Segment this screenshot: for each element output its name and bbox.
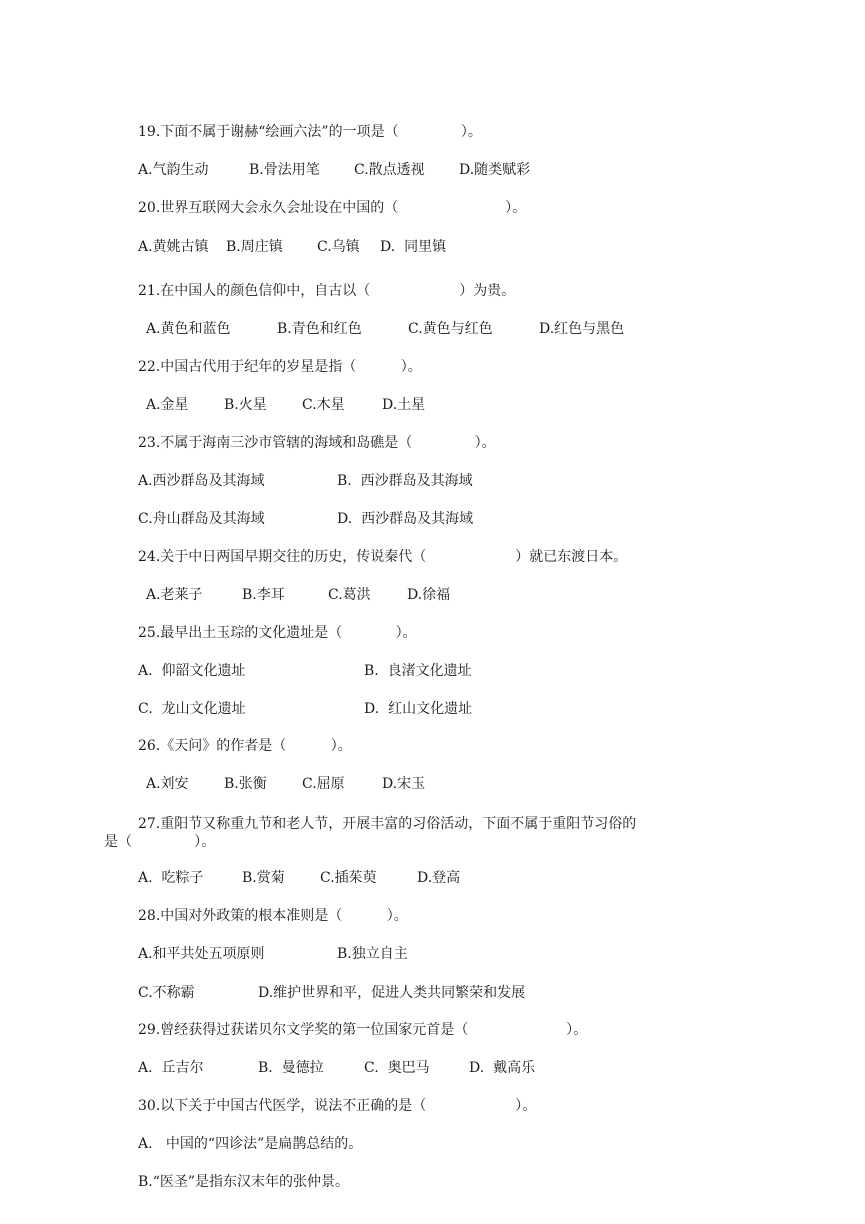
question-27-stem-line1: 27.重阳节又称重九节和老人节，开展丰富的习俗活动，下面不属于重阳节习俗的 [138, 816, 637, 832]
question-23-stem: 23.不属于海南三沙市管辖的海域和岛礁是（ ）。 [138, 435, 496, 451]
q22-option-d: D.土星 [382, 397, 426, 413]
q20-option-a: A.黄姚古镇 [138, 239, 209, 255]
question-29-stem: 29.曾经获得过获诺贝尔文学奖的第一位国家元首是（ ）。 [138, 1022, 588, 1038]
question-22-stem: 22.中国古代用于纪年的岁星是指（ ）。 [138, 359, 422, 375]
q24-option-d: D.徐福 [407, 587, 451, 603]
q24-option-b: B.李耳 [242, 587, 285, 603]
question-25-stem: 25.最早出土玉琮的文化遗址是（ ）。 [138, 625, 417, 641]
q25-option-a: A. 仰韶文化遗址 [138, 663, 246, 679]
q19-option-d: D.随类赋彩 [459, 162, 531, 178]
question-28-stem: 28.中国对外政策的根本准则是（ ）。 [138, 908, 408, 924]
question-24-stem: 24.关于中日两国早期交往的历史，传说秦代（ ）就已东渡日本。 [138, 549, 628, 565]
question-30-stem: 30.以下关于中国古代医学，说法不正确的是（ ）。 [138, 1098, 537, 1114]
q29-option-a: A. 丘吉尔 [138, 1060, 204, 1076]
q25-option-c: C. 龙山文化遗址 [138, 701, 246, 717]
q27-option-c: C.插茱萸 [320, 870, 377, 886]
q20-option-c: C.乌镇 [317, 239, 360, 255]
question-26-stem: 26.《天问》的作者是（ ）。 [138, 738, 352, 754]
q29-option-b: B. 曼德拉 [258, 1060, 324, 1076]
q22-option-b: B.火星 [224, 397, 267, 413]
q25-option-b: B. 良渚文化遗址 [364, 663, 472, 679]
question-21-stem: 21.在中国人的颜色信仰中，自古以（ ）为贵。 [138, 283, 516, 299]
q26-option-b: B.张衡 [224, 776, 267, 792]
q29-option-c: C. 奥巴马 [364, 1060, 430, 1076]
question-27-stem-line2: 是（ ）。 [104, 834, 216, 850]
q25-option-d: D. 红山文化遗址 [364, 701, 473, 717]
q24-option-a: A.老莱子 [146, 587, 203, 603]
q21-option-c: C.黄色与红色 [408, 321, 493, 337]
q26-option-d: D.宋玉 [382, 776, 426, 792]
q20-option-b: B.周庄镇 [226, 239, 283, 255]
q26-option-c: C.屈原 [302, 776, 345, 792]
q21-option-b: B.青色和红色 [277, 321, 362, 337]
q23-option-b: B. 西沙群岛及其海域 [337, 473, 473, 489]
q28-option-c: C.不称霸 [138, 985, 195, 1001]
q27-option-d: D.登高 [417, 870, 461, 886]
q27-option-b: B.赏菊 [242, 870, 285, 886]
q20-option-d: D. 同里镇 [380, 239, 447, 255]
q19-option-b: B.骨法用笔 [249, 162, 320, 178]
q28-option-a: A.和平共处五项原则 [138, 946, 265, 962]
q28-option-b: B.独立自主 [337, 946, 408, 962]
q21-option-d: D.红色与黑色 [539, 321, 625, 337]
q21-option-a: A.黄色和蓝色 [146, 321, 231, 337]
q23-option-c: C.舟山群岛及其海域 [138, 511, 265, 527]
q23-option-a: A.西沙群岛及其海域 [138, 473, 265, 489]
q30-option-a: A. 中国的“四诊法”是扁鹊总结的。 [138, 1136, 363, 1152]
q23-option-d: D. 西沙群岛及其海域 [337, 511, 474, 527]
question-19-stem: 19.下面不属于谢赫“绘画六法”的一项是（ ）。 [138, 124, 482, 140]
q30-option-b: B.“医圣”是指东汉末年的张仲景。 [138, 1174, 350, 1190]
q27-option-a: A. 吃粽子 [138, 870, 204, 886]
q26-option-a: A.刘安 [146, 776, 189, 792]
q19-option-a: A.气韵生动 [138, 162, 209, 178]
q29-option-d: D. 戴高乐 [469, 1060, 536, 1076]
q22-option-c: C.木星 [302, 397, 345, 413]
question-20-stem: 20.世界互联网大会永久会址设在中国的（ ）。 [138, 200, 527, 216]
q22-option-a: A.金星 [146, 397, 189, 413]
q24-option-c: C.葛洪 [328, 587, 371, 603]
q19-option-c: C.散点透视 [354, 162, 425, 178]
q28-option-d: D.维护世界和平，促进人类共同繁荣和发展 [258, 985, 526, 1001]
